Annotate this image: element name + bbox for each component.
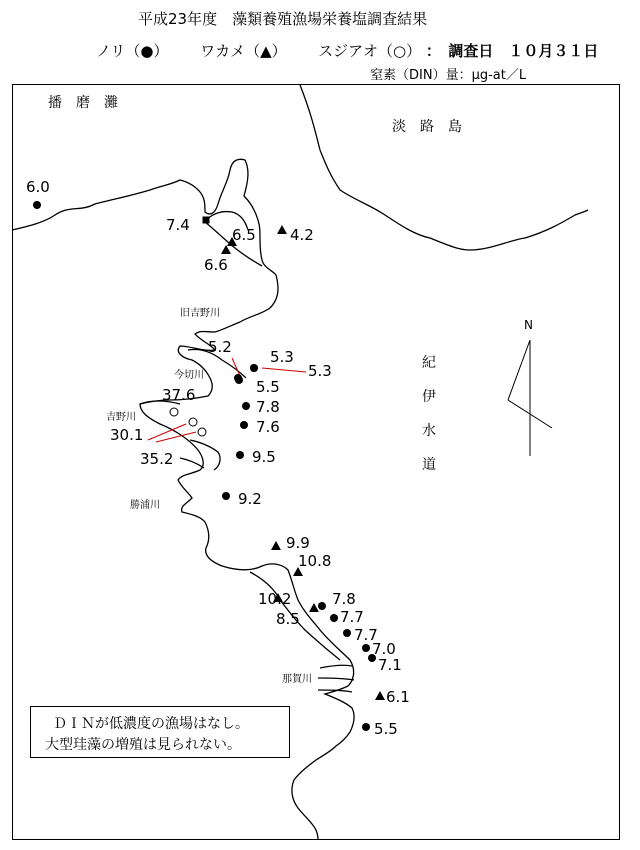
station-value: 5.5 (256, 378, 280, 396)
note-line-1: ＤＩＮが低濃度の漁場はなし。 (53, 716, 249, 732)
wakame-station-marker (375, 691, 385, 700)
river-yoshino: 吉野川 (106, 412, 136, 423)
square-station-marker (203, 217, 210, 224)
legend-nori: ノリ（●） (96, 42, 169, 60)
label-awaji: 淡 路 島 (392, 119, 462, 135)
nori-station-marker (362, 723, 370, 731)
station-value: 8.5 (276, 610, 300, 628)
station-value: 6.6 (204, 256, 228, 274)
station-value: 5.5 (374, 720, 398, 738)
label-kii-3: 水 (422, 423, 436, 439)
station-value: 9.2 (238, 490, 262, 508)
sujiao-station-marker (198, 428, 206, 436)
station-value: 5.2 (208, 338, 232, 356)
station-value: 7.8 (256, 398, 280, 416)
station-value: 7.6 (256, 418, 280, 436)
station-value: 6.0 (26, 178, 50, 196)
nori-station-marker (235, 376, 243, 384)
river-naka: 那賀川 (282, 674, 312, 685)
river-kyu-yoshino: 旧吉野川 (180, 308, 220, 319)
river-katsuura: 勝浦川 (130, 500, 160, 511)
wakame-station-marker (309, 603, 319, 612)
station-value: 7.7 (354, 626, 378, 644)
station-value: 7.8 (332, 590, 356, 608)
station-value: 6.5 (232, 226, 256, 244)
nori-station-marker (242, 402, 250, 410)
station-value: 9.9 (286, 534, 310, 552)
wakame-station-marker (277, 225, 287, 234)
unit-label: 窒素（DIN）量：μg-at／L (370, 68, 527, 83)
nori-station-marker (343, 629, 351, 637)
station-value: 7.1 (378, 656, 402, 674)
label-kii-4: 道 (422, 457, 436, 473)
awaji-coastline (300, 85, 588, 250)
station-value: 4.2 (290, 226, 314, 244)
nori-station-marker (33, 201, 41, 209)
label-harima: 播 磨 灘 (48, 95, 118, 111)
north-label: N (524, 318, 533, 332)
nori-station-marker (250, 364, 258, 372)
station-value: 5.3 (270, 348, 294, 366)
station-value: 7.7 (340, 608, 364, 626)
wakame-station-marker (221, 245, 231, 254)
nori-station-marker (236, 451, 244, 459)
legend-sujiao: スジアオ（○） (318, 42, 422, 60)
station-value: 7.4 (166, 216, 190, 234)
station-value: 6.1 (386, 688, 410, 706)
station-markers (33, 201, 385, 731)
station-value: 10.2 (258, 590, 292, 608)
survey-date: ： 調査日 １０月３１日 (425, 42, 599, 60)
station-value: 7.0 (372, 640, 396, 658)
pier (318, 665, 354, 692)
north-arrow-head (508, 340, 530, 400)
river-imakiri: 今切川 (174, 370, 204, 381)
station-value: 35.2 (140, 450, 174, 468)
wakame-station-marker (271, 541, 281, 550)
sujiao-station-marker (170, 408, 178, 416)
label-kii-2: 伊 (422, 389, 436, 405)
page-title: 平成23年度 藻類養殖漁場栄養塩調査結果 (138, 10, 428, 28)
nori-station-marker (330, 614, 338, 622)
station-value: 10.8 (298, 552, 332, 570)
station-value: 37.6 (162, 386, 196, 404)
station-value: 30.1 (110, 426, 144, 444)
breakwater (180, 440, 220, 470)
legend-wakame: ワカメ（▲） (200, 42, 287, 60)
sujiao-station-marker (189, 418, 197, 426)
nori-station-marker (240, 421, 248, 429)
nori-station-marker (318, 602, 326, 610)
nori-station-marker (362, 644, 370, 652)
nori-station-marker (222, 492, 230, 500)
note-line-2: 大型珪藻の増殖は見られない。 (45, 737, 241, 753)
label-kii-1: 紀 (422, 355, 436, 371)
note-box (30, 706, 290, 758)
station-value: 5.3 (308, 362, 332, 380)
station-value: 9.5 (252, 448, 276, 466)
